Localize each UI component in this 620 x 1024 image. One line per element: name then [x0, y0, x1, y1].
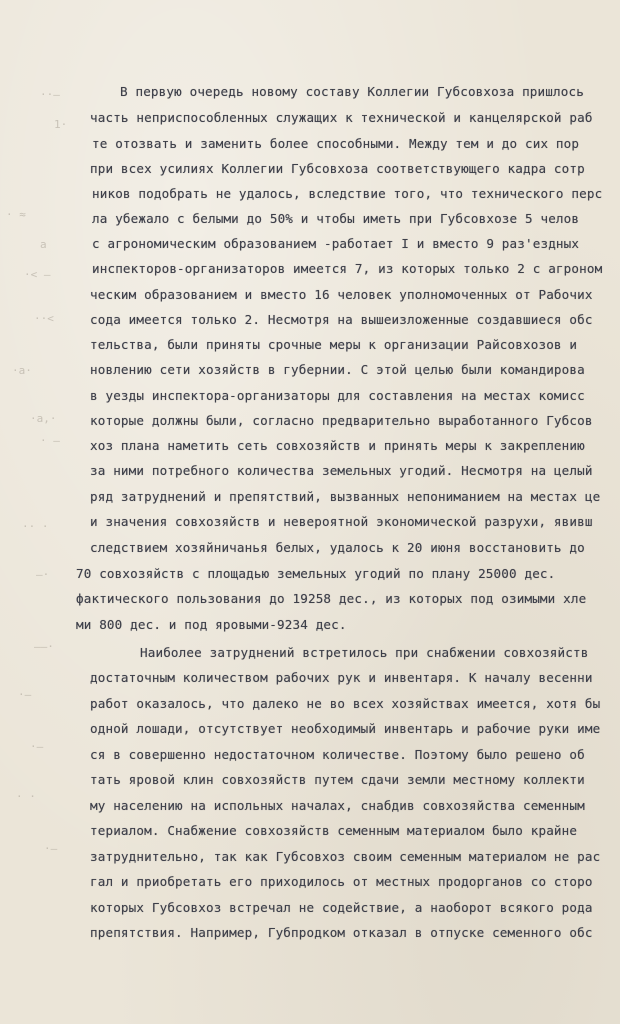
text-line: инспекторов-организаторов имеется 7, из которых только 2 с агроном [92, 261, 603, 276]
text-line: Наиболее затруднений встретилось при снабжении совхозяйств [140, 645, 589, 660]
text-line: ся в совершенно недостаточном количестве. Поэтому было решено об [90, 747, 585, 762]
text-line: хоз плана наметить сеть совхозяйств и принять меры к закреплению [90, 438, 585, 453]
text-line: которых Губсовхоз встречал не содействие, а наоборот всякого рода [90, 900, 593, 915]
text-line: достаточным количеством рабочих рук и инвентаря. К началу весенни [90, 670, 593, 685]
text-line: ряд затруднений и препятствий, вызванных непониманием на местах це [90, 489, 601, 504]
text-line: ла убежало с белыми до 50% и чтобы иметь при Губсовхозе 5 челов [92, 211, 580, 226]
text-line: В первую очередь новому составу Коллегии Губсовхоза пришлось [120, 84, 584, 99]
text-line: при всех усилиях Коллегии Губсовхоза соответствующего кадра сотр [90, 161, 585, 176]
margin-bleed-through: ··— 1· · ≈ a ·< — ··< ·a· ·a,· · — ·· · —· ——· ·— ·— · · ·— [6, 88, 68, 855]
text-line: затруднительно, так как Губсовхоз своим семенным материалом не рас [90, 849, 601, 864]
text-line: ников подобрать не удалось, вследствие того, что технического перс [92, 186, 603, 201]
text-line: часть неприспособленных служащих к технической и канцелярской раб [90, 110, 593, 125]
text-line: гал и приобретать его приходилось от местных продорганов со сторо [90, 874, 593, 889]
text-line: которые должны были, согласно предварительно выработанного Губсов [90, 413, 593, 428]
text-line: фактического пользования до 19258 дес., из которых под озимыми хле [76, 591, 587, 606]
text-line: за ними потребного количества земельных угодий. Несмотря на целый [90, 463, 593, 478]
text-line: и значения совхозяйств и невероятной экономической разрухи, явивш [90, 514, 593, 529]
text-line: работ оказалось, что далеко не во всех хозяйствах имеется, хотя бы [90, 696, 601, 711]
text-line: препятствия. Например, Губпродком отказал в отпуске семенного обс [90, 925, 593, 940]
text-line: тельства, были приняты срочные меры к организации Райсовхозов и [90, 337, 578, 352]
text-line: тать яровой клин совхозяйств путем сдачи земли местному коллекти [90, 772, 585, 787]
text-line: ми 800 дес. и под яровыми-9234 дес. [76, 617, 347, 632]
text-line: с агрономическим образованием -работает I и вместо 9 раз'ездных [92, 236, 580, 251]
text-line: новлению сети хозяйств в губернии. С этой целью были командирова [90, 362, 585, 377]
text-line: ческим образованием и вместо 16 человек уполномоченных от Рабочих [90, 287, 593, 302]
text-line: одной лошади, отсутствует необходимый инвентарь и рабочие руки име [90, 721, 601, 736]
text-line: следствием хозяйничанья белых, удалось к 20 июня восстановить до [90, 540, 585, 555]
text-line: сода имеется только 2. Несмотря на вышеизложенные создавшиеся обс [90, 312, 593, 327]
text-line: 70 совхозяйств с площадью земельных угодий по плану 25000 дес. [76, 566, 556, 581]
text-line: те отозвать и заменить более способными. Между тем и до сих пор [92, 136, 580, 151]
text-line: териалом. Снабжение совхозяйств семенным материалом было крайне [90, 823, 578, 838]
text-line: в уезды инспектора-организаторы для составления на местах комисс [90, 388, 585, 403]
text-line: му населению на испольных началах, снабдив совхозяйства семенным [90, 798, 585, 813]
